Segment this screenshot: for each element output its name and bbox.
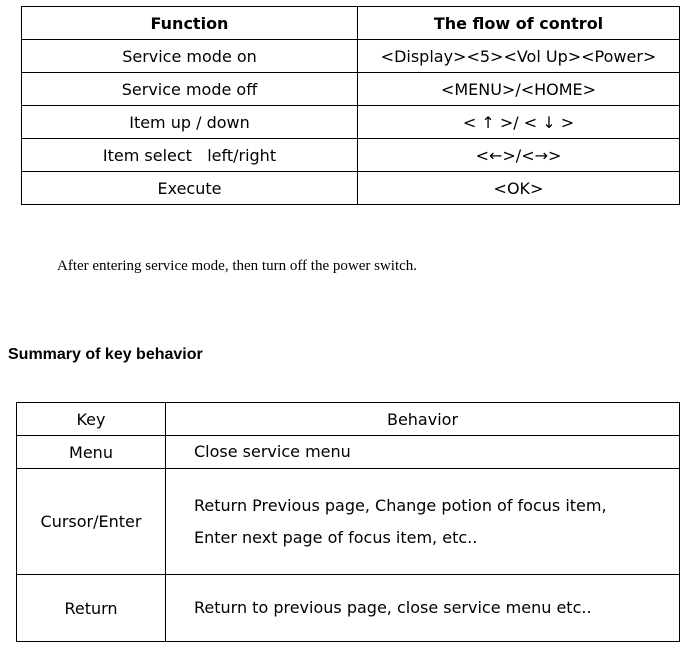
key-cell: Return: [17, 575, 166, 642]
key-cell: Menu: [17, 436, 166, 469]
behavior-line: Return to previous page, close service menu etc..: [194, 598, 592, 617]
table-row: [17, 575, 680, 642]
table-row: [17, 469, 680, 575]
table-row: [22, 172, 680, 205]
header-key: Key: [17, 403, 166, 436]
behavior-cell: [166, 575, 680, 642]
flow-cell: < ↑ >/ < ↓ >: [358, 106, 680, 139]
header-function: Function: [22, 7, 358, 40]
control-flow-table: [21, 6, 680, 205]
function-cell: Service mode on: [22, 40, 358, 73]
behavior-cell: [166, 436, 680, 469]
table-row: [22, 73, 680, 106]
table-header-row: [17, 403, 680, 436]
table-row: [22, 139, 680, 172]
table-row: [22, 40, 680, 73]
key-behavior-table: [16, 402, 680, 642]
header-behavior: Behavior: [166, 403, 680, 436]
header-flow: The flow of control: [358, 7, 680, 40]
function-cell: Execute: [22, 172, 358, 205]
service-mode-note: After entering service mode, then turn off the power switch.: [57, 258, 418, 274]
summary-heading: Summary of key behavior: [8, 346, 203, 363]
function-cell: Item select left/right: [22, 139, 358, 172]
key-cell: Cursor/Enter: [17, 469, 166, 575]
behavior-line: Enter next page of focus item, etc..: [194, 527, 478, 547]
flow-cell: <OK>: [358, 172, 680, 205]
function-cell: Service mode off: [22, 73, 358, 106]
behavior-line: Close service menu: [194, 442, 351, 461]
table-header-row: [22, 7, 680, 40]
flow-cell: <MENU>/<HOME>: [358, 73, 680, 106]
table-row: [22, 106, 680, 139]
behavior-cell: [166, 469, 680, 575]
function-cell: Item up / down: [22, 106, 358, 139]
table-row: [17, 436, 680, 469]
flow-cell: <←>/<→>: [358, 139, 680, 172]
behavior-line: Return Previous page, Change potion of focus item,: [194, 495, 607, 515]
flow-cell: <Display><5><Vol Up><Power>: [358, 40, 680, 73]
